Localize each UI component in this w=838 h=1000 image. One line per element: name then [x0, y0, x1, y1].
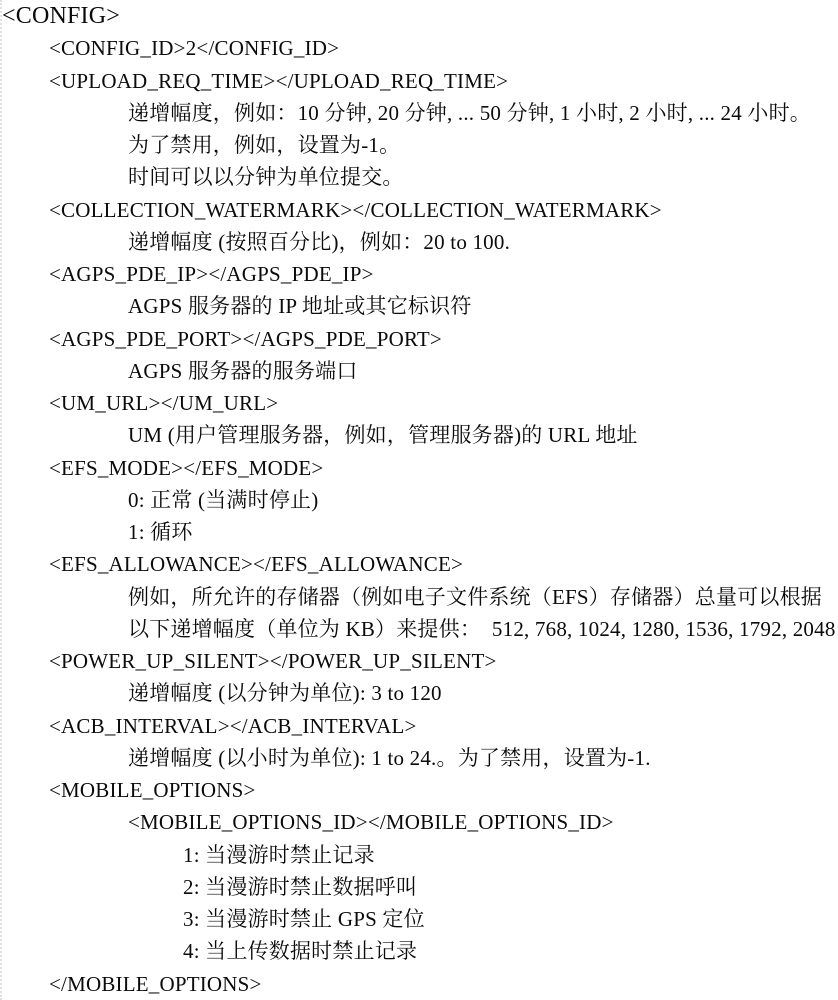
- efs-allowance-desc-1: 例如，所允许的存储器（例如电子文件系统（EFS）存储器）总量可以根据: [128, 584, 822, 609]
- xml-tag-efs-mode: <EFS_MODE></EFS_MODE>: [49, 455, 324, 480]
- power-up-silent-desc: 递增幅度 (以分钟为单位): 3 to 120: [128, 681, 442, 706]
- collection-watermark-desc: 递增幅度 (按照百分比)，例如：20 to 100.: [128, 229, 511, 254]
- agps-pde-ip-desc: AGPS 服务器的 IP 地址或其它标识符: [128, 294, 472, 319]
- xml-line-config-id: <CONFIG_ID>2</CONFIG_ID>: [49, 36, 340, 61]
- upload-req-time-desc-3: 时间可以以分钟为单位提交。: [128, 165, 404, 190]
- xml-tag-collection-watermark: <COLLECTION_WATERMARK></COLLECTION_WATERMARK>: [49, 197, 662, 222]
- xml-tag-efs-allowance: <EFS_ALLOWANCE></EFS_ALLOWANCE>: [49, 552, 464, 577]
- um-url-desc: UM (用户管理服务器，例如，管理服务器)的 URL 地址: [128, 423, 638, 448]
- mobile-option-2: 2: 当漫游时禁止数据呼叫: [183, 874, 418, 899]
- xml-tag-mobile-options-id: <MOBILE_OPTIONS_ID></MOBILE_OPTIONS_ID>: [128, 810, 614, 835]
- efs-mode-option-0: 0: 正常 (当满时停止): [128, 487, 319, 512]
- xml-tag-agps-pde-port: <AGPS_PDE_PORT></AGPS_PDE_PORT>: [49, 326, 442, 351]
- mobile-option-4: 4: 当上传数据时禁止记录: [183, 939, 418, 964]
- xml-tag-upload-req-time: <UPLOAD_REQ_TIME></UPLOAD_REQ_TIME>: [49, 68, 509, 93]
- xml-tag-power-up-silent: <POWER_UP_SILENT></POWER_UP_SILENT>: [49, 649, 497, 673]
- xml-tag-agps-pde-ip: <AGPS_PDE_IP></AGPS_PDE_IP>: [49, 262, 374, 286]
- agps-pde-port-desc: AGPS 服务器的服务端口: [128, 358, 358, 383]
- efs-mode-option-1: 1: 循环: [128, 520, 193, 544]
- xml-tag-um-url: <UM_URL></UM_URL>: [49, 391, 279, 415]
- upload-req-time-desc-2: 为了禁用，例如，设置为-1。: [128, 133, 401, 157]
- efs-allowance-desc-2: 以下递增幅度（单位为 KB）来提供： 512, 768, 1024, 1280, 1536, 1792, 2048: [128, 616, 836, 641]
- xml-tag-mobile-options-open: <MOBILE_OPTIONS>: [49, 778, 256, 802]
- mobile-option-1: 1: 当漫游时禁止记录: [183, 842, 375, 867]
- acb-interval-desc: 递增幅度 (以小时为单位): 1 to 24.。为了禁用，设置为-1.: [128, 745, 651, 770]
- xml-tag-mobile-options-close: </MOBILE_OPTIONS>: [49, 971, 262, 996]
- xml-tag-acb-interval: <ACB_INTERVAL></ACB_INTERVAL>: [49, 713, 417, 738]
- mobile-option-3: 3: 当漫游时禁止 GPS 定位: [183, 907, 425, 931]
- xml-tag-config-open: <CONFIG>: [2, 3, 121, 29]
- upload-req-time-desc-1: 递增幅度，例如：10 分钟, 20 分钟, ... 50 分钟, 1 小时, 2 小时, ... 24 小时。: [128, 100, 811, 125]
